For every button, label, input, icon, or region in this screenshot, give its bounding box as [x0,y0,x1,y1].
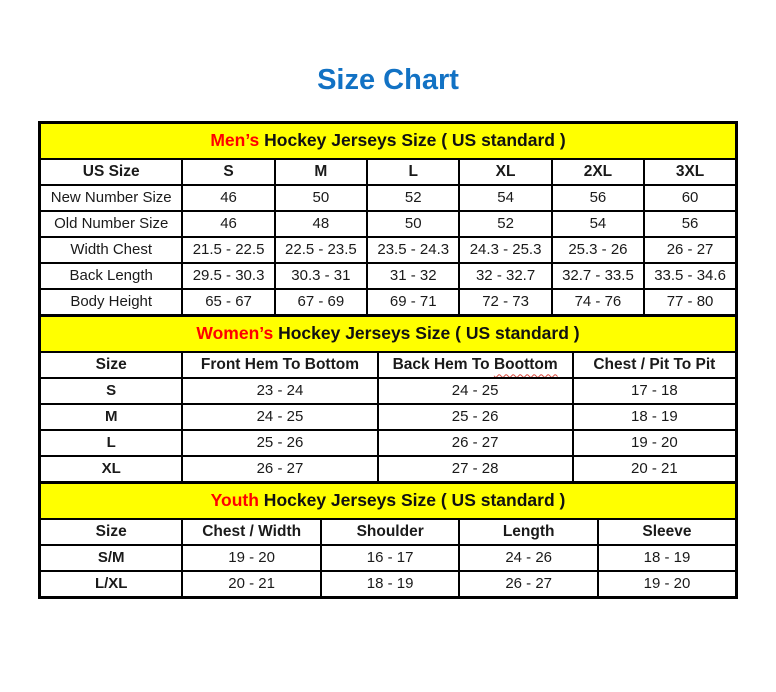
column-header: Sleeve [598,519,737,545]
column-header: Size [40,352,183,378]
size-value-cell: 33.5 - 34.6 [644,263,736,289]
column-header: Back Hem To Boottom [378,352,573,378]
size-value-cell: 19 - 20 [573,430,737,456]
size-value-cell: 30.3 - 31 [275,263,367,289]
table-row [40,404,737,430]
size-value-cell: 19 - 20 [182,545,321,571]
youth-section-title-highlight: Youth [210,490,259,511]
youth-header-row [40,519,737,545]
size-value-cell: 46 [182,211,274,237]
table-row [40,237,737,263]
womens-section-title: Women’s Hockey Jerseys Size ( US standard ) [40,316,737,353]
table-row [40,545,737,571]
column-header: 2XL [552,159,644,185]
column-header: 3XL [644,159,736,185]
row-label: XL [40,456,183,483]
womens-header-row [40,352,737,378]
column-header: Shoulder [321,519,460,545]
size-value-cell: 26 - 27 [378,430,573,456]
row-label: S/M [40,545,183,571]
column-header: Length [459,519,598,545]
size-value-cell: 54 [459,185,551,211]
size-value-cell: 31 - 32 [367,263,459,289]
row-label: Old Number Size [40,211,183,237]
column-header: Front Hem To Bottom [182,352,377,378]
size-value-cell: 69 - 71 [367,289,459,316]
row-label: L/XL [40,571,183,598]
size-tables [38,121,738,599]
row-label: New Number Size [40,185,183,211]
size-value-cell: 54 [552,211,644,237]
table-row [40,571,737,598]
misspelled-word: Boottom [493,356,558,374]
size-value-cell: 26 - 27 [459,571,598,598]
womens-size-table [38,314,738,484]
size-value-cell: 25.3 - 26 [552,237,644,263]
size-value-cell: 24.3 - 25.3 [459,237,551,263]
size-value-cell: 18 - 19 [321,571,460,598]
row-label: Back Length [40,263,183,289]
size-value-cell: 16 - 17 [321,545,460,571]
size-value-cell: 77 - 80 [644,289,736,316]
size-value-cell: 29.5 - 30.3 [182,263,274,289]
row-label: M [40,404,183,430]
column-header: XL [459,159,551,185]
size-value-cell: 52 [459,211,551,237]
size-value-cell: 48 [275,211,367,237]
table-row [40,263,737,289]
table-row [40,456,737,483]
size-value-cell: 26 - 27 [644,237,736,263]
size-value-cell: 50 [367,211,459,237]
womens-section-title-highlight: Women’s [196,323,274,344]
size-value-cell: 67 - 69 [275,289,367,316]
column-header: Chest / Width [182,519,321,545]
table-row [40,211,737,237]
table-row [40,430,737,456]
youth-band-row [40,483,737,520]
size-value-cell: 18 - 19 [598,545,737,571]
table-row [40,289,737,316]
size-value-cell: 20 - 21 [573,456,737,483]
size-value-cell: 56 [644,211,736,237]
size-value-cell: 32.7 - 33.5 [552,263,644,289]
page-title: Size Chart [317,64,459,96]
size-value-cell: 24 - 26 [459,545,598,571]
size-value-cell: 50 [275,185,367,211]
size-value-cell: 22.5 - 23.5 [275,237,367,263]
table-row [40,378,737,404]
size-value-cell: 24 - 25 [378,378,573,404]
size-value-cell: 27 - 28 [378,456,573,483]
row-label: L [40,430,183,456]
column-header: Size [40,519,183,545]
youth-section-title: Youth Hockey Jerseys Size ( US standard ) [40,483,737,520]
size-value-cell: 65 - 67 [182,289,274,316]
size-value-cell: 26 - 27 [182,456,377,483]
size-value-cell: 21.5 - 22.5 [182,237,274,263]
size-value-cell: 25 - 26 [182,430,377,456]
column-header: M [275,159,367,185]
mens-band-row [40,123,737,160]
row-label: Width Chest [40,237,183,263]
size-value-cell: 18 - 19 [573,404,737,430]
mens-size-table [38,121,738,317]
size-value-cell: 60 [644,185,736,211]
table-row [40,185,737,211]
size-value-cell: 23.5 - 24.3 [367,237,459,263]
size-value-cell: 23 - 24 [182,378,377,404]
size-value-cell: 19 - 20 [598,571,737,598]
size-value-cell: 25 - 26 [378,404,573,430]
row-label: S [40,378,183,404]
row-label: Body Height [40,289,183,316]
column-header: Chest / Pit To Pit [573,352,737,378]
size-value-cell: 74 - 76 [552,289,644,316]
mens-section-title: Men’s Hockey Jerseys Size ( US standard ) [40,123,737,160]
youth-size-table [38,481,738,599]
column-header: L [367,159,459,185]
column-header: S [182,159,274,185]
size-value-cell: 52 [367,185,459,211]
mens-section-title-highlight: Men’s [210,130,260,151]
size-value-cell: 46 [182,185,274,211]
size-value-cell: 24 - 25 [182,404,377,430]
size-value-cell: 20 - 21 [182,571,321,598]
womens-band-row [40,316,737,353]
size-value-cell: 56 [552,185,644,211]
size-value-cell: 17 - 18 [573,378,737,404]
mens-header-row [40,159,737,185]
column-header: US Size [40,159,183,185]
size-value-cell: 72 - 73 [459,289,551,316]
size-value-cell: 32 - 32.7 [459,263,551,289]
